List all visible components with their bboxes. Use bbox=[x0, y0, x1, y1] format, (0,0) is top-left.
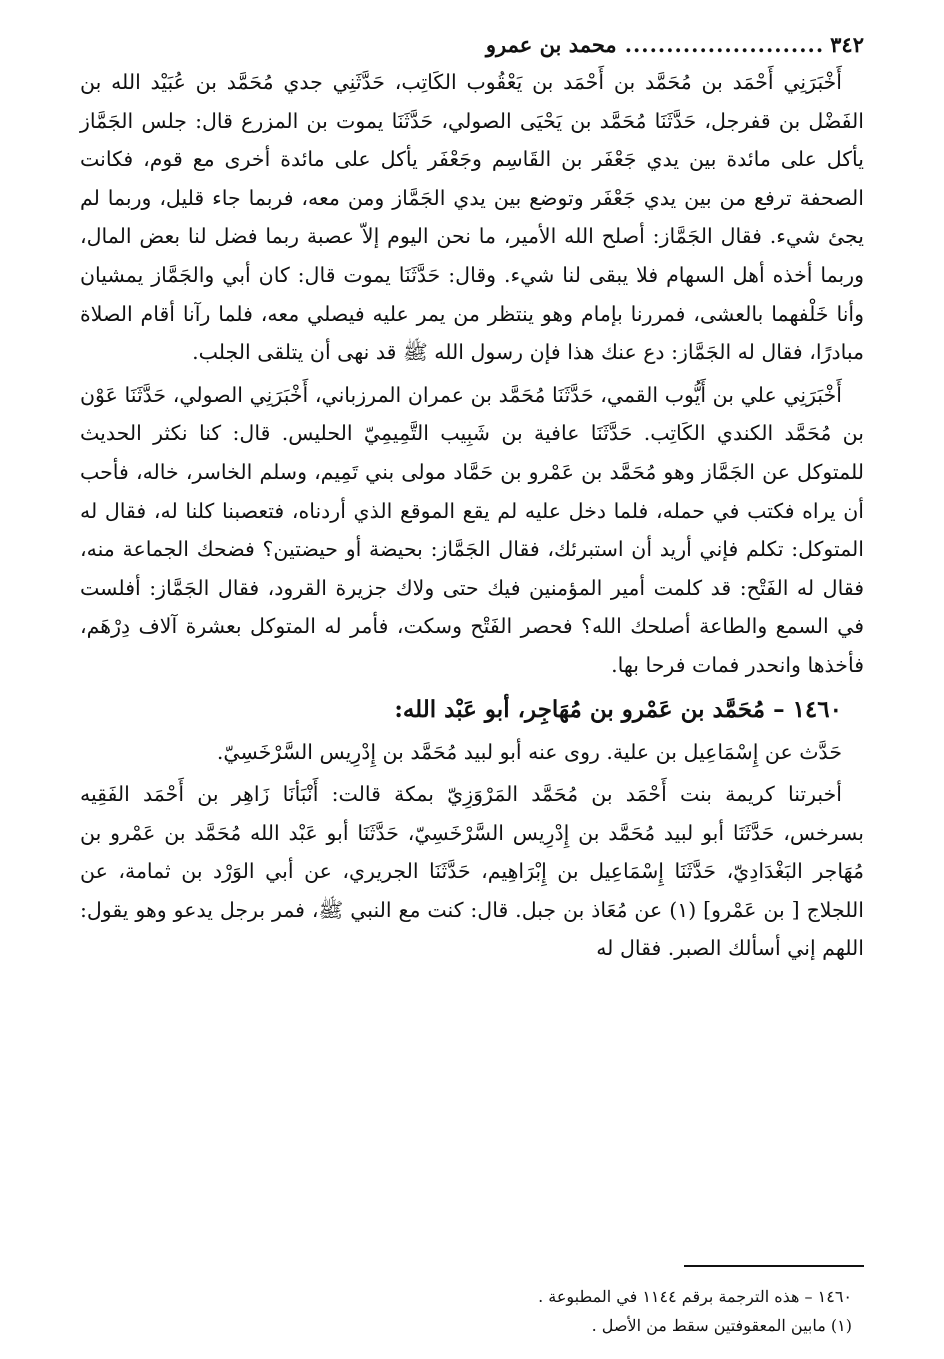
entry-paragraph-narration: حَدَّث عن إِسْمَاعِيل بن علية. روى عنه أبو لبيد مُحَمَّد بن إِدْرِيس السَّرْخَسِيّ. bbox=[216, 739, 842, 764]
entry-paragraph-hadith: أخبرتنا كريمة بنت أَحْمَد بن مُحَمَّد المَرْوَزِيّ بمكة قالت: أَنْبَأنَا زَاهِر بن أَحْمَد الفَقِيه بسرخس، حَدَّثَنَا أبو لبيد مُحَمَّد بن إِدْرِيس السَّرْخَسِيّ، حَدَّثَنَا أبو عَبْد الله مُحَمَّد بن عَمْرو بن مُهَاجر البَغْدَادِيّ، حَدَّثَنَا إِسْمَاعِيل بن إِبْرَاهِيم، حَدَّثَنَا الجريري، عن أبي الوَرْد بن ثمامة، عن اللجلاج [ بن عَمْرو] (١) عن مُعَاذ بن جبل. قال: كنت مع النبي ﷺ، فمر برجل يدعو وهو يقول: اللهم إني أسألك الصبر. فقال له bbox=[80, 782, 864, 961]
footnote-divider bbox=[684, 1265, 864, 1267]
running-title: محمد بن عمرو bbox=[485, 32, 617, 57]
book-page bbox=[80, 28, 864, 1339]
paragraph-jammaz-mutawakkil: أَخْبَرَنِي علي بن أَيُّوب القمي، حَدَّثَنَا مُحَمَّد بن عمران المرزباني، أَخْبَرَنِي الصولي، حَدَّثَنَا عَوْن بن مُحَمَّد الكندي الكَاتِب. حَدَّثَنَا عافية بن شَبِيب التَّمِيمِيّ الحليس. قال: كنا نكثر الحديث للمتوكل عن الجَمَّاز وهو مُحَمَّد بن عَمْرو بن حَمَّاد مولى بني تَمِيم، وسلم الخاسر، خاله، فأحب أن يراه فكتب في حمله، فلما دخل عليه لم يقع الموقع الذي أردناه، فتعصبنا كلنا له، فقال له المتوكل: تكلم فإني أريد أن استبرئك، فقال الجَمَّاز: بحيضة أو حيضتين؟ فضحك الجماعة منه، فقال له الفَتْح: قد كلمت أمير المؤمنين فيك حتى ولاك جزيرة القرود، فقال الجَمَّاز: أفلست في السمع والطاعة أصلحك الله؟ فحصر الفَتْح وسكت، فأمر له المتوكل بعشرة آلاف دِرْهَم، فأخذها وانحدر فمات فرحا بها. bbox=[80, 382, 864, 677]
page-number: ٣٤٢ bbox=[830, 32, 864, 57]
footnote-1460: ١٤٦٠ – هذه الترجمة برقم ١١٤٤ في المطبوعة . bbox=[538, 1287, 852, 1306]
entry-heading: ١٤٦٠ – مُحَمَّد بن عَمْرو بن مُهَاجِر، أبو عَبْد الله: bbox=[394, 695, 842, 723]
paragraph-jammaz-ibn-qasim: أَخْبَرَنِي أَحْمَد بن مُحَمَّد بن أَحْمَد بن يَعْقُوب الكَاتِب، حَدَّثَنِي جدي مُحَمَّد بن عُبَيْد الله بن الفَضْل بن قفرجل، حَدَّثَنَا مُحَمَّد بن يَحْيَى الصولي، حَدَّثَنَا يموت بن المزرع قال: جلس الجَمَّاز يأكل على مائدة بين يدي جَعْفَر بن القَاسِم وجَعْفَر يأكل على مائدة أخرى مع قوم، فكانت الصحفة ترفع من بين يدي جَعْفَر وتوضع بين يدي الجَمَّاز ومن معه، فربما جاء قليل، وربما لم يجئ شيء. فقال الجَمَّاز: أصلح الله الأمير، ما نحن اليوم إلاّ عصبة ربما فضل لنا بعض المال، وربما أخذه أهل السهام فلا يبقى لنا شيء. وقال: حَدَّثَنَا يموت قال: كان أبي والجَمَّاز يمشيان وأنا خَلْفهما بالعشى، فمررنا بإمام وهو ينتظر من يمر عليه فيصلي معه، فلما رآنا أقام الصلاة مبادرًا، فقال له الجَمَّاز: دع عنك هذا فإن رسول الله ﷺ قد نهى أن يتلقى الجلب. bbox=[80, 70, 864, 365]
footnote-1: (١) مابين المعقوفتين سقط من الأصل . bbox=[591, 1316, 852, 1335]
footnotes bbox=[80, 1282, 852, 1340]
header-dot-leader: ........................ bbox=[624, 32, 825, 57]
running-header bbox=[80, 28, 864, 63]
main-text bbox=[80, 63, 864, 968]
